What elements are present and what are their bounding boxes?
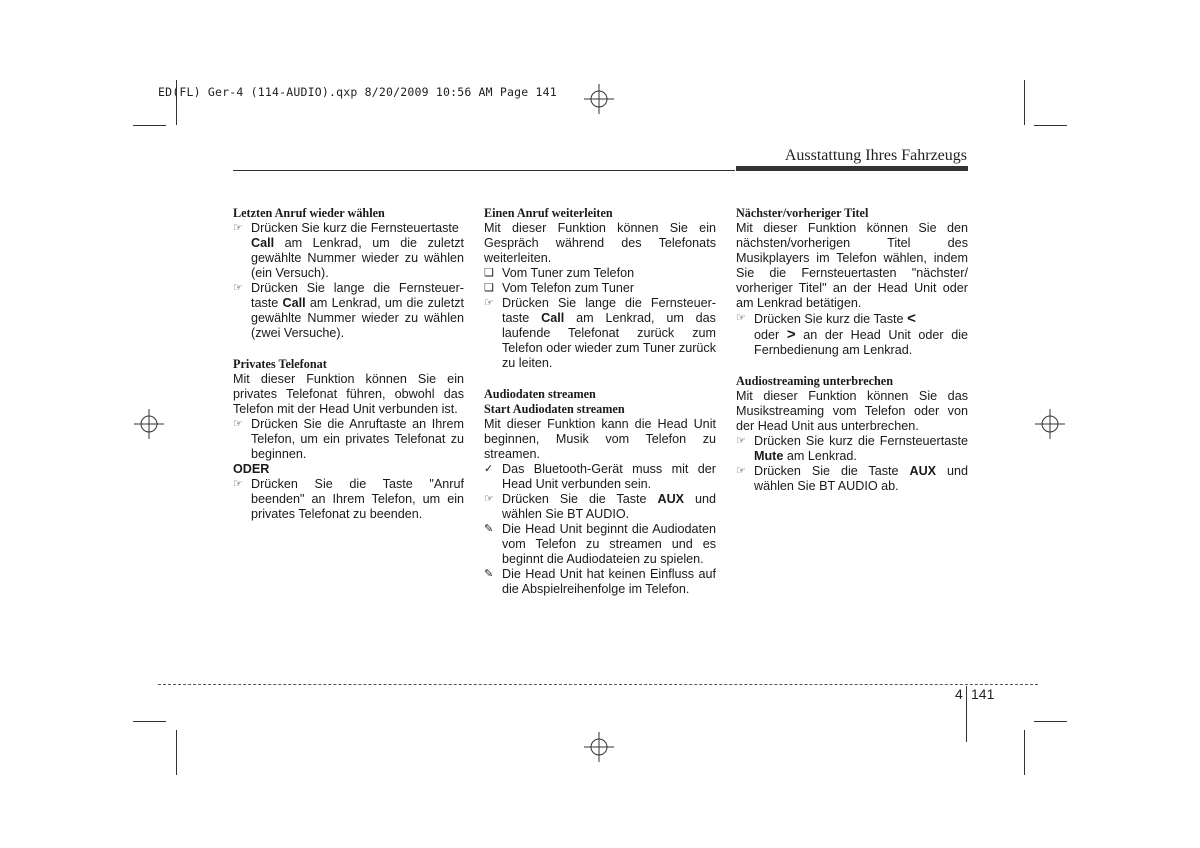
footer-dashed-rule xyxy=(158,684,1038,685)
header-rule xyxy=(233,170,735,171)
list-item: ❑ Vom Tuner zum Telefon xyxy=(484,266,635,280)
section-subheading: Start Audiodaten streamen xyxy=(484,402,625,416)
checkbox-icon: ❑ xyxy=(484,267,494,279)
paragraph: Mit dieser Funktion kann die Head Unit beginnen, Musik vom Telefon zu streamen. xyxy=(484,417,716,461)
column-1 xyxy=(233,206,464,522)
section-heading: Privates Telefonat xyxy=(233,357,327,371)
note-icon: ✎ xyxy=(484,568,494,580)
list-item: ❑ Vom Telefon zum Tuner xyxy=(484,281,635,295)
next-arrow-icon: > xyxy=(786,326,796,343)
chapter-number: 4 xyxy=(955,686,963,702)
page-number: 141 xyxy=(971,686,995,702)
hand-pointer-icon: ☞ xyxy=(736,465,746,477)
crop-mark xyxy=(133,721,166,722)
page-header-title: Ausstattung Ihres Fahrzeugs xyxy=(784,147,967,164)
print-slug: ED(FL) Ger-4 (114-AUDIO).qxp 8/20/2009 10:56 AM Page 141 xyxy=(158,85,557,99)
crop-mark xyxy=(1034,125,1067,126)
hand-pointer-icon: ☞ xyxy=(233,222,243,234)
list-item: ☞ Drücken Sie lange die Fernsteuer-taste Call am Lenkrad, um die zuletzt gewählte Nummer wieder zu wählen (zwei Versuche). xyxy=(233,281,464,340)
list-item: ☞ Drücken Sie kurz die Fernsteuertaste Mute am Lenkrad. xyxy=(736,434,968,463)
hand-pointer-icon: ☞ xyxy=(233,282,243,294)
checkbox-icon: ❑ xyxy=(484,282,494,294)
column-3 xyxy=(736,206,968,494)
note-icon: ✎ xyxy=(484,523,494,535)
previous-arrow-icon: < xyxy=(907,310,916,327)
section-heading: Einen Anruf weiterleiten xyxy=(484,206,613,220)
list-item: ✎ Die Head Unit hat keinen Einfluss auf die Abspielreihenfolge im Telefon. xyxy=(484,567,716,596)
section-heading: Audiostreaming unterbrechen xyxy=(736,374,893,388)
section-heading: Audiodaten streamen xyxy=(484,387,596,401)
registration-mark-icon xyxy=(134,409,164,439)
list-item: ☞ Drücken Sie die Anruftaste an Ihrem Telefon, um ein privates Telefonat zu beginnen. xyxy=(233,417,464,461)
section-heading: Nächster/vorheriger Titel xyxy=(736,206,869,220)
crop-mark xyxy=(133,125,166,126)
list-item: ☞ Drücken Sie lange die Fernsteuer-taste Call am Lenkrad, um das laufende Telefonat zurück zum Telefon oder wieder zum Tuner zurück zu leiten. xyxy=(484,296,716,370)
list-item: ☞ Drücken Sie die Taste "Anruf beenden" an Ihrem Telefon, um ein privates Telefonat zu beenden. xyxy=(233,477,464,521)
hand-pointer-icon: ☞ xyxy=(484,493,494,505)
paragraph: Mit dieser Funktion können Sie das Musikstreaming vom Telefon oder von der Head Unit aus unterbrechen. xyxy=(736,389,968,433)
hand-pointer-icon: ☞ xyxy=(736,312,746,324)
hand-pointer-icon: ☞ xyxy=(484,297,494,309)
registration-mark-icon xyxy=(1035,409,1065,439)
list-item: ☞ Drücken Sie kurz die Taste < oder > an der Head Unit oder die Fernbedienung am Lenkrad. xyxy=(736,310,969,357)
section-heading: Letzten Anruf wieder wählen xyxy=(233,206,385,220)
list-item: ☞ Drücken Sie die Taste AUX und wählen Sie BT AUDIO ab. xyxy=(736,464,968,493)
hand-pointer-icon: ☞ xyxy=(736,435,746,447)
registration-mark-icon xyxy=(584,84,614,114)
registration-mark-icon xyxy=(584,732,614,762)
oder-label: ODER xyxy=(233,462,270,476)
crop-mark xyxy=(1024,80,1025,125)
list-item: ☞ Drücken Sie kurz die Fernsteuertaste Call am Lenkrad, um die zuletzt gewählte Nummer wieder zu wählen (ein Versuch). xyxy=(233,221,464,280)
list-item: ☞ Drücken Sie die Taste AUX und wählen Sie BT AUDIO. xyxy=(484,492,716,521)
hand-pointer-icon: ☞ xyxy=(233,418,243,430)
hand-pointer-icon: ☞ xyxy=(233,478,243,490)
paragraph: Mit dieser Funktion können Sie ein privates Telefonat führen, obwohl das Telefon mit der Head Unit verbunden ist. xyxy=(233,372,464,416)
crop-mark xyxy=(176,730,177,775)
paragraph: Mit dieser Funktion können Sie ein Gespräch während des Telefonats weiterleiten. xyxy=(484,221,716,265)
list-item: ✎ Die Head Unit beginnt die Audiodaten vom Telefon zu streamen und es beginnt die Audiodateien zu spielen. xyxy=(484,522,716,566)
crop-mark xyxy=(1034,721,1067,722)
column-2 xyxy=(484,206,716,597)
crop-mark xyxy=(1024,730,1025,775)
paragraph: Mit dieser Funktion können Sie den nächsten/vorherigen Titel des Musikplayers im Telefon wählen, indem Sie die Fernsteuertasten "nächster/ vorheriger Titel" an der Head Unit oder am Lenkrad betätigen. xyxy=(736,221,968,310)
page-number-divider xyxy=(966,686,967,742)
check-icon: ✓ xyxy=(484,463,494,475)
list-item: ✓ Das Bluetooth-Gerät muss mit der Head Unit verbunden sein. xyxy=(484,462,716,491)
header-bar xyxy=(736,166,968,171)
